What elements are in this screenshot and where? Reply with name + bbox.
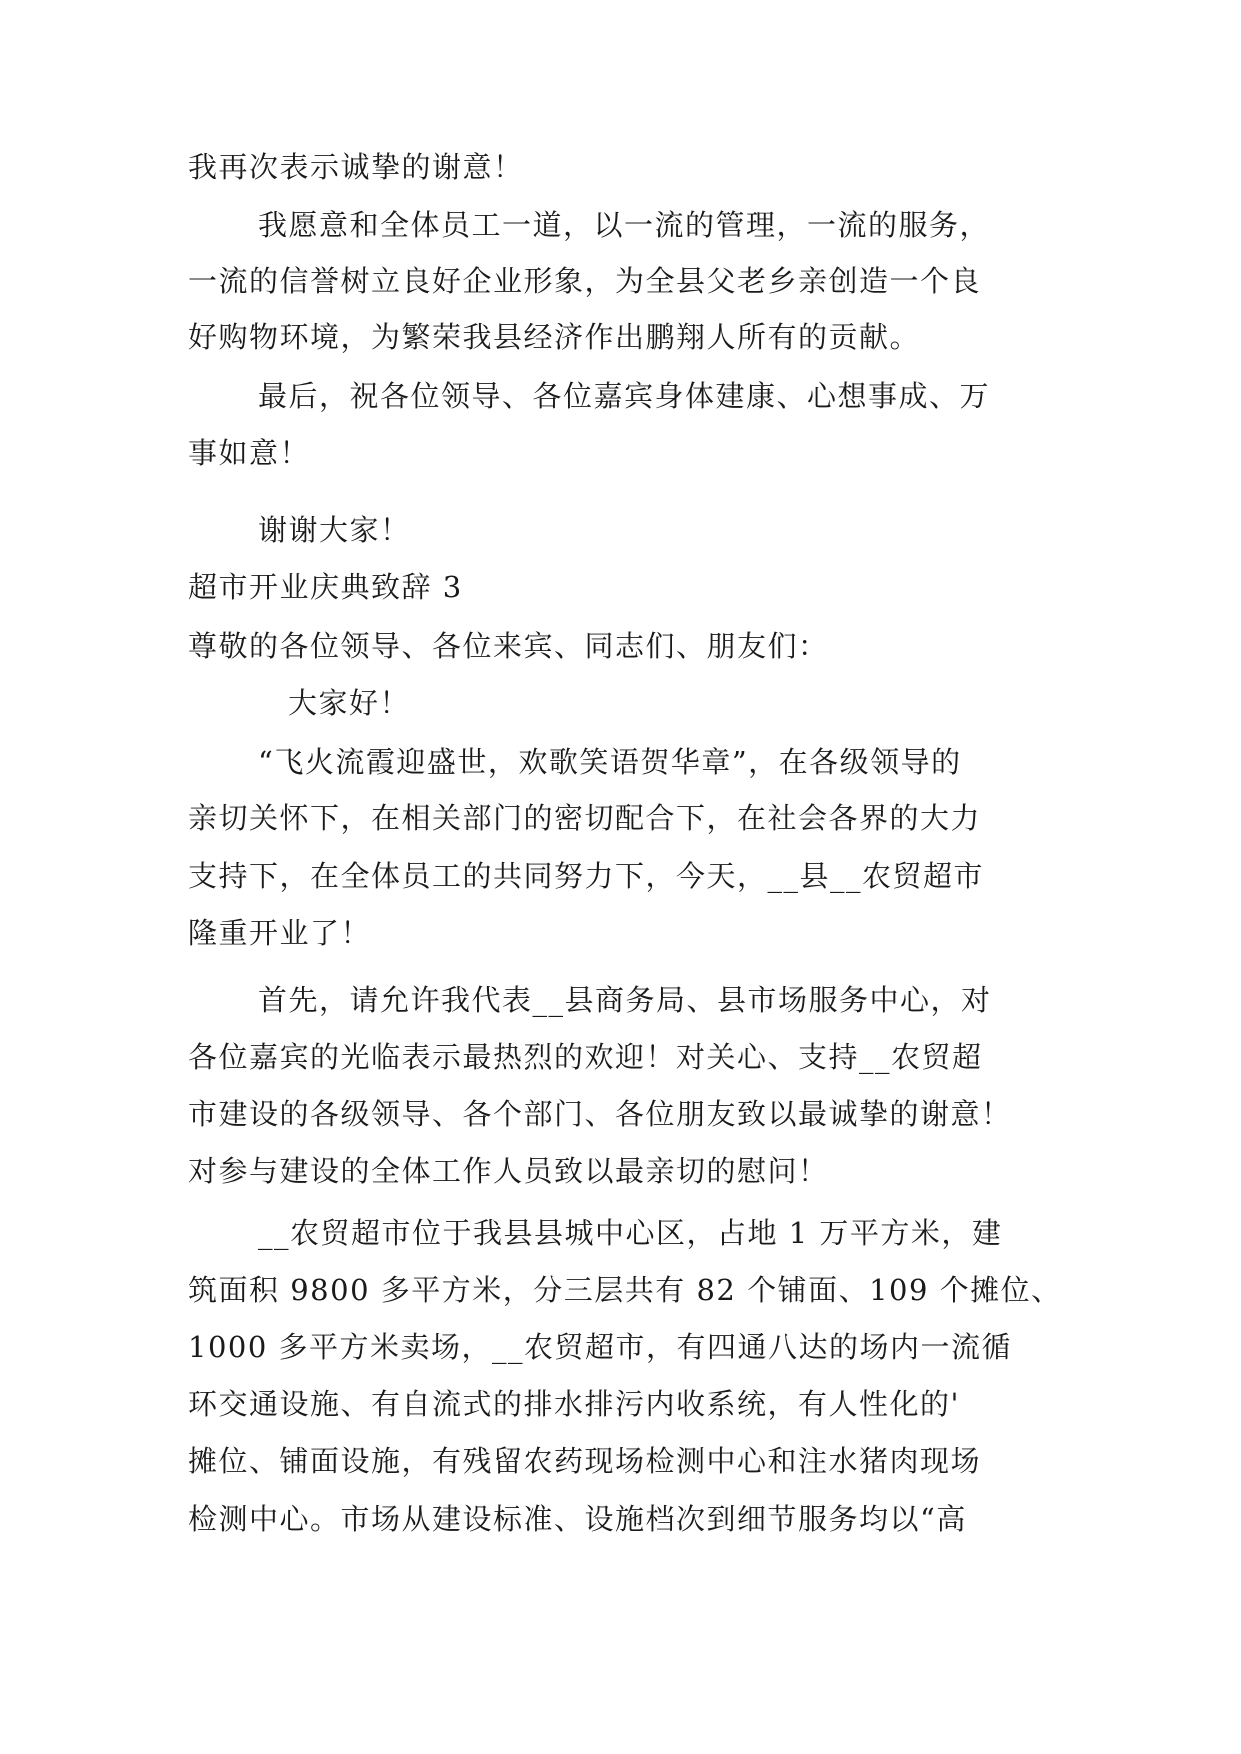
text-line: 摊位、铺面设施，有残留农药现场检测中心和注水猪肉现场 (188, 1444, 982, 1478)
text-line: 环交通设施、有自流式的排水排污内收系统，有人性化的' (188, 1387, 960, 1421)
text-line: 1000 多平方米卖场，__农贸超市，有四通八达的场内一流循 (188, 1330, 1013, 1364)
text-line: 检测中心。市场从建设标准、设施档次到细节服务均以“高 (188, 1502, 967, 1536)
paragraph-line: 我愿意和全体员工一道，以一流的管理，一流的服务， (258, 208, 991, 242)
paragraph-line: 首先，请允许我代表__县商务局、县市场服务中心，对 (258, 983, 992, 1017)
text-line: 亲切关怀下，在相关部门的密切配合下，在社会各界的大力 (188, 801, 982, 835)
text-line: 支持下，在全体员工的共同努力下，今天，__县__农贸超市 (188, 859, 985, 893)
text-line: 各位嘉宾的光临表示最热烈的欢迎！对关心、支持__农贸超 (188, 1040, 983, 1074)
text-line: 好购物环境，为繁荣我县经济作出鹏翔人所有的贡献。 (188, 320, 921, 354)
text-line: 事如意！ (188, 436, 311, 470)
text-line: 我再次表示诚挚的谢意！ (188, 150, 524, 184)
paragraph-line: __农贸超市位于我县县城中心区，占地 1 万平方米，建 (258, 1216, 1003, 1250)
paragraph-line: “飞火流霞迎盛世，欢歌笑语贺华章”，在各级领导的 (258, 745, 962, 779)
text-line: 筑面积 9800 多平方米，分三层共有 82 个铺面、109 个摊位、 (188, 1273, 1062, 1307)
text-line: 一流的信誉树立良好企业形象，为全县父老乡亲创造一个良 (188, 264, 982, 298)
text-line: 市建设的各级领导、各个部门、各位朋友致以最诚挚的谢意！ (188, 1097, 1012, 1131)
paragraph-line: 谢谢大家！ (258, 513, 411, 547)
text-line: 对参与建设的全体工作人员致以最亲切的慰问！ (188, 1154, 829, 1188)
text-line: 隆重开业了！ (188, 916, 372, 950)
section-heading: 超市开业庆典致辞 3 (188, 570, 463, 604)
paragraph-line: 最后，祝各位领导、各位嘉宾身体建康、心想事成、万 (258, 379, 991, 413)
greeting: 大家好！ (288, 686, 411, 720)
salutation: 尊敬的各位领导、各位来宾、同志们、朋友们： (188, 629, 829, 663)
